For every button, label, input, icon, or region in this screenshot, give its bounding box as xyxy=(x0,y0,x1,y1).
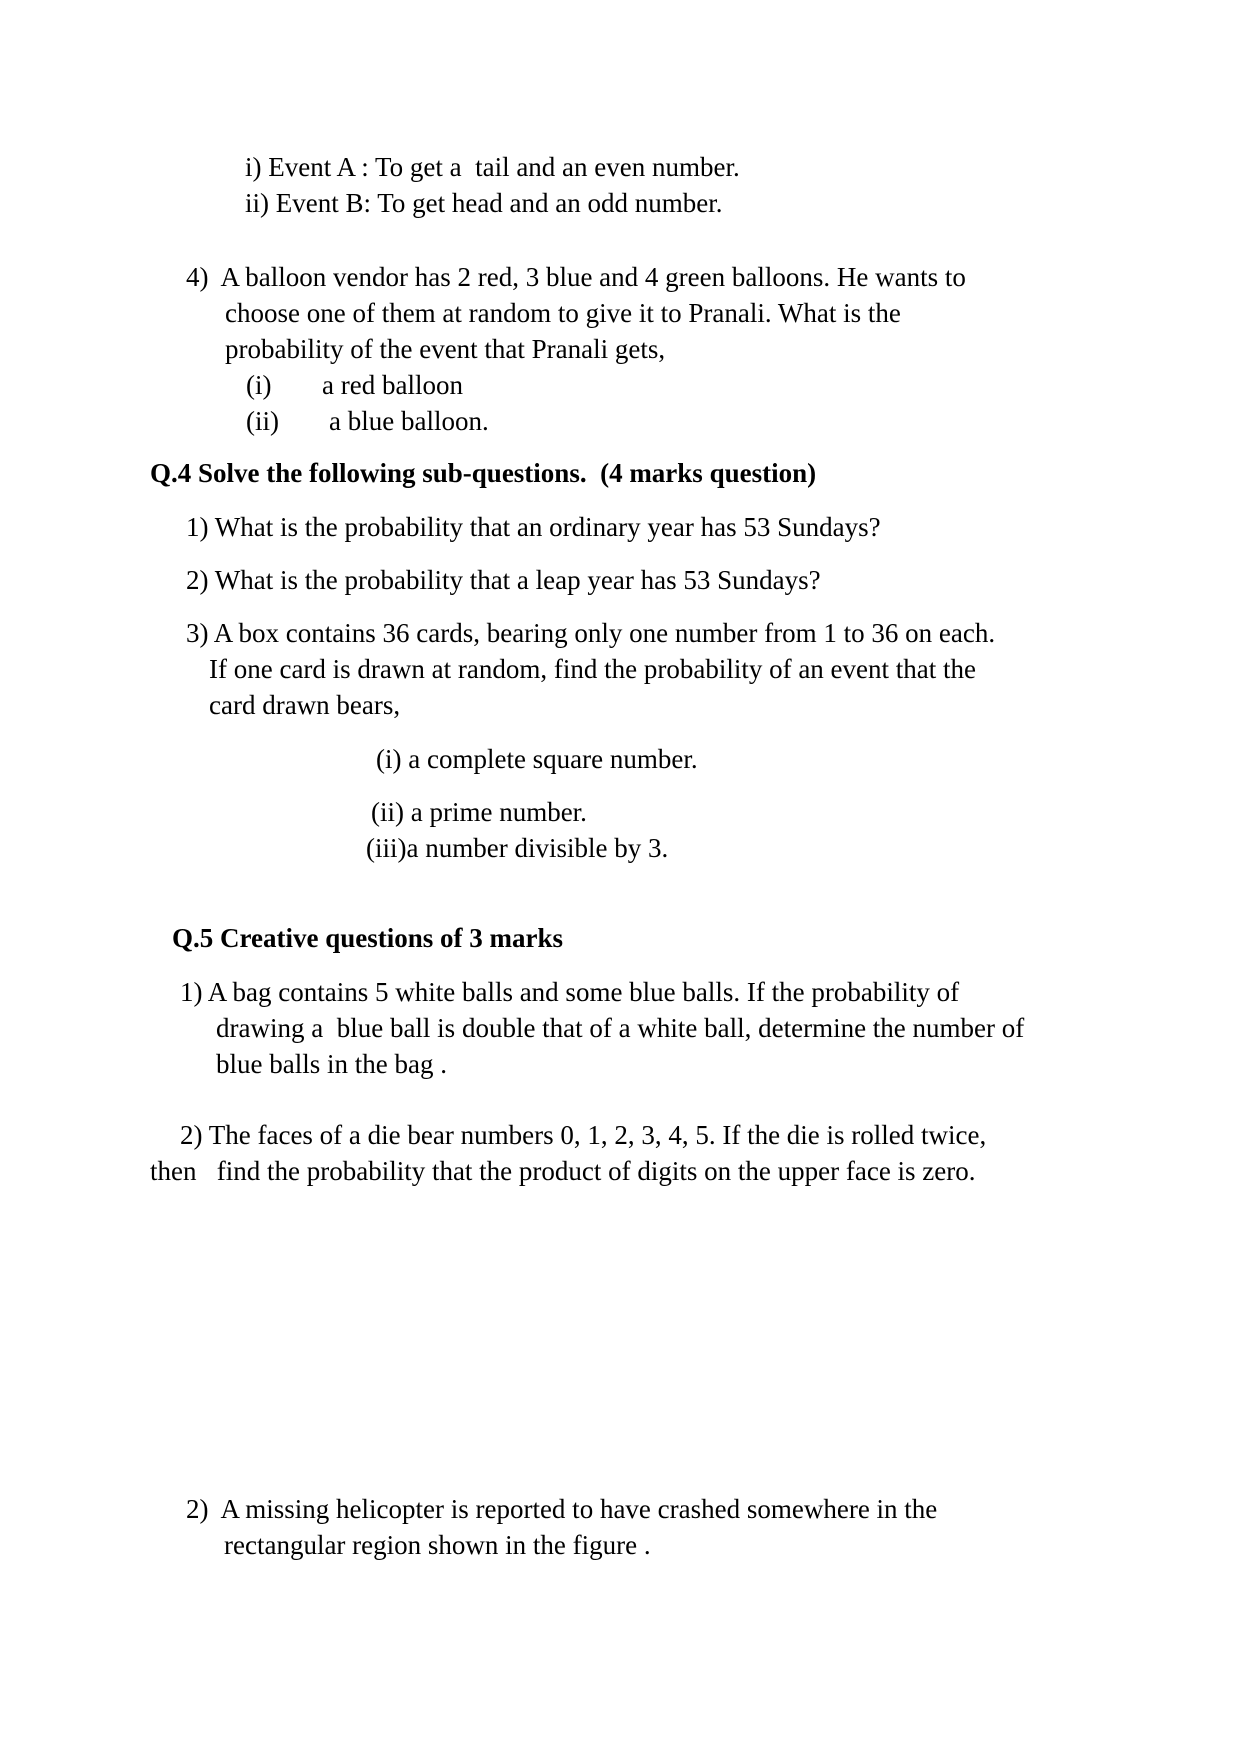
q3-item4-sub-i-label: (i) xyxy=(246,370,272,400)
q4-item3-line1: 3) A box contains 36 cards, bearing only one number from 1 to 36 on each. xyxy=(186,618,996,648)
q5-heading: Q.5 Creative questions of 3 marks xyxy=(172,923,563,953)
q3-item4-line2: choose one of them at random to give it to Pranali. What is the xyxy=(225,298,901,328)
q3-item4-sub-ii-text: a blue balloon. xyxy=(329,406,489,436)
q4-item2: 2) What is the probability that a leap year has 53 Sundays? xyxy=(186,565,821,595)
q5-item1-line3: blue balls in the bag . xyxy=(216,1049,447,1079)
q3-item4-sub-i-text: a red balloon xyxy=(322,370,463,400)
q4-item3-line2: If one card is drawn at random, find the probability of an event that the xyxy=(209,654,976,684)
q3-event-a: i) Event A : To get a tail and an even number. xyxy=(245,152,740,182)
q3-item4-line1: 4) A balloon vendor has 2 red, 3 blue and 4 green balloons. He wants to xyxy=(186,262,966,292)
q5-item1-line1: 1) A bag contains 5 white balls and some blue balls. If the probability of xyxy=(180,977,960,1007)
q4-heading: Q.4 Solve the following sub-questions. (4 marks question) xyxy=(150,458,817,488)
q5-item3-line2: rectangular region shown in the figure . xyxy=(224,1530,651,1560)
q3-item4-sub-ii-label: (ii) xyxy=(246,406,279,436)
q4-item3-line3: card drawn bears, xyxy=(209,690,401,720)
q5-item2-line2: then find the probability that the product of digits on the upper face is zero. xyxy=(150,1156,976,1186)
q5-item2-line1: 2) The faces of a die bear numbers 0, 1, 2, 3, 4, 5. If the die is rolled twice, xyxy=(180,1120,987,1150)
q4-item3-sub-ii: (ii) a prime number. xyxy=(371,797,587,827)
q3-item4-line3: probability of the event that Pranali gets, xyxy=(225,334,666,364)
q3-event-b: ii) Event B: To get head and an odd number. xyxy=(245,188,723,218)
q4-item3-sub-iii: (iii)a number divisible by 3. xyxy=(366,833,669,863)
q5-item3-line1: 2) A missing helicopter is reported to have crashed somewhere in the xyxy=(186,1494,938,1524)
q4-item1: 1) What is the probability that an ordinary year has 53 Sundays? xyxy=(186,512,881,542)
q4-item3-sub-i: (i) a complete square number. xyxy=(376,744,698,774)
q5-item1-line2: drawing a blue ball is double that of a white ball, determine the number of xyxy=(216,1013,1025,1043)
